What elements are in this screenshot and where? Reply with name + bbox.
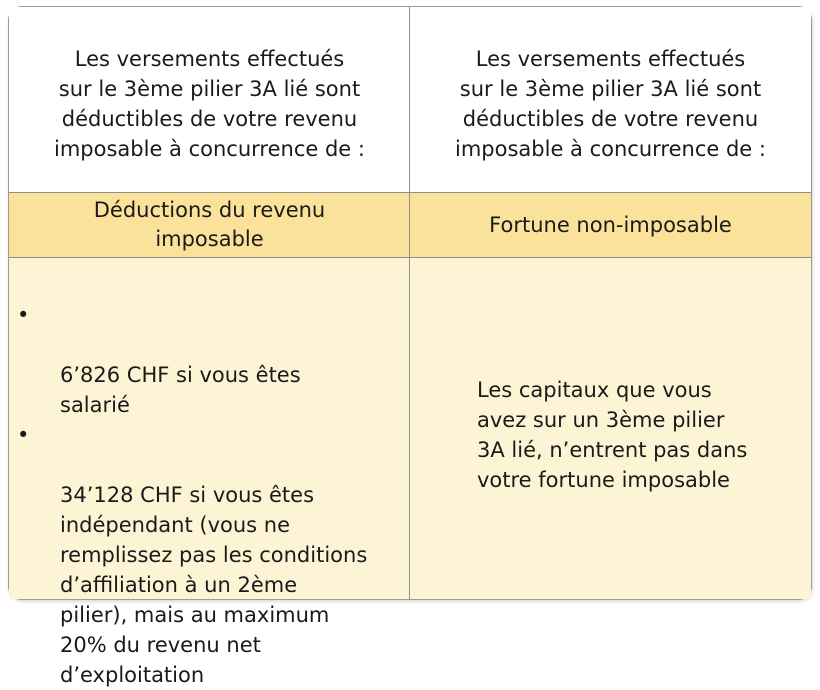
bullet-icon: • bbox=[17, 423, 30, 447]
divider-mid bbox=[9, 257, 811, 258]
list-item bbox=[15, 420, 405, 690]
divider-top bbox=[9, 192, 811, 193]
intro-cell-right bbox=[410, 7, 811, 192]
header-cell-fortune bbox=[410, 193, 811, 257]
header-deductions: Déductions du revenu imposable bbox=[93, 198, 326, 251]
deduction-salaried: 6’826 CHF si vous êtes salarié bbox=[60, 363, 301, 417]
header-cell-deductions bbox=[9, 193, 410, 257]
intro-cell-left bbox=[9, 7, 410, 192]
intro-text-right: Les versements effectués sur le 3ème pilier 3A lié sont déductibles de votre revenu imposable à concurrence de : bbox=[455, 46, 766, 161]
divider-vertical bbox=[409, 7, 410, 599]
deductions-list bbox=[15, 300, 405, 690]
bullet-icon: • bbox=[17, 303, 30, 327]
list-item bbox=[15, 300, 405, 420]
comparison-table bbox=[8, 6, 812, 687]
fortune-text: Les capitaux que vous avez sur un 3ème pilier 3A lié, n’entrent pas dans votre fortune imposable bbox=[477, 378, 748, 492]
intro-text-left: Les versements effectués sur le 3ème pilier 3A lié sont déductibles de votre revenu imposable à concurrence de : bbox=[54, 46, 365, 161]
intro-row bbox=[9, 7, 811, 192]
header-fortune: Fortune non-imposable bbox=[489, 212, 732, 237]
header-row bbox=[9, 193, 811, 257]
deduction-independent: 34’128 CHF si vous êtes indépendant (vous ne remplissez pas les conditions d’affiliation à un 2ème pilier), mais au maximum 20% du revenu net d’exploitation bbox=[60, 483, 368, 687]
